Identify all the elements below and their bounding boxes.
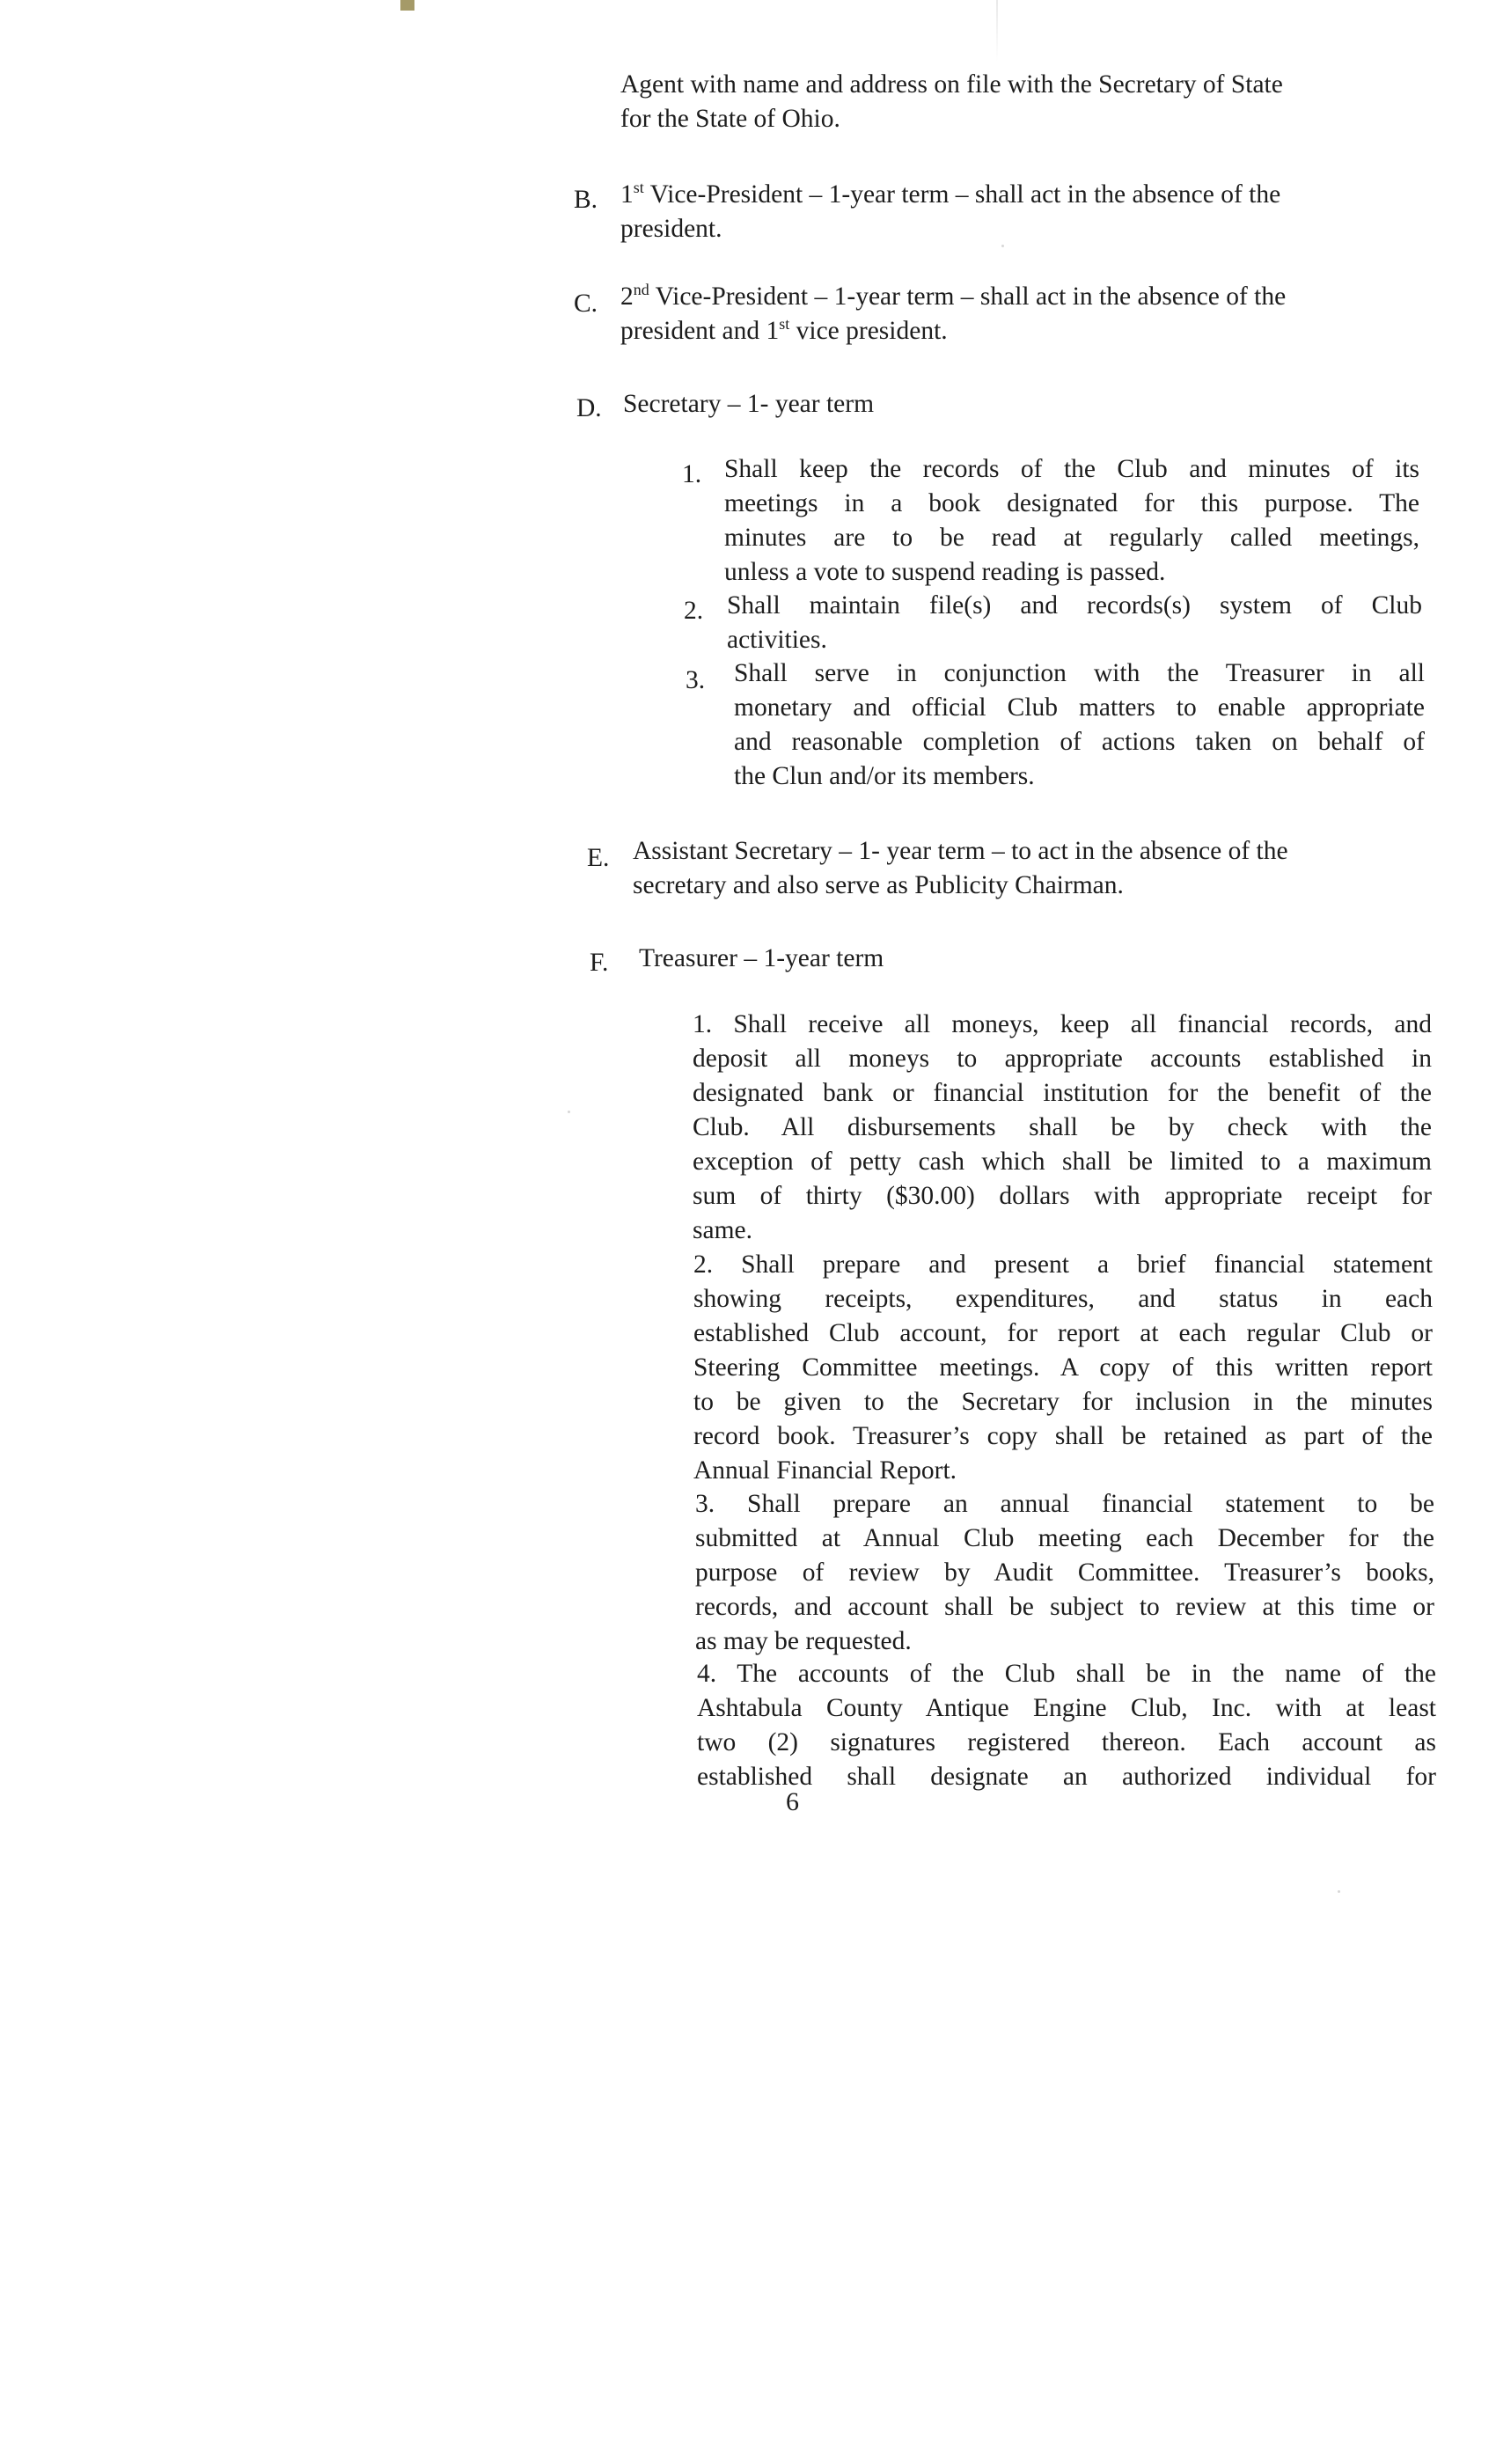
item-d-3-line-1: Shall serve in conjunction with the Treasurer in all [734,659,1425,687]
item-c-line-1: Vice-President – 1-year term – shall act in the absence of the [649,282,1287,311]
item-f-1-line-4: Club. All disbursements shall be by check with the [693,1113,1432,1141]
item-d-3-text [734,656,1425,794]
page-number: 6 [786,1787,799,1816]
item-d-1-number: 1. [682,460,702,488]
item-c-letter: C. [574,290,598,318]
item-f-4-line-2: Ashtabula County Antique Engine Club, Inc. with at least [697,1694,1436,1722]
item-d-3-line-4: the Clun and/or its members. [734,762,1035,790]
item-c-line-2: president and 1 [620,317,780,345]
item-d-1-line-3: minutes are to be read at regularly called meetings, [724,524,1419,552]
item-f-1-line-6: sum of thirty ($30.00) dollars with appropriate receipt for [693,1182,1432,1210]
item-b-ordinal: 1 [620,180,634,209]
item-f-3-line-5: as may be requested. [695,1627,912,1655]
item-b-text [620,178,1417,246]
item-f-3-line-3: purpose of review by Audit Committee. Treasurer’s books, [695,1558,1434,1587]
item-f-2-line-4: Steering Committee meetings. A copy of this written report [693,1353,1433,1382]
item-d-3-line-3: and reasonable completion of actions taken on behalf of [734,728,1425,756]
item-f-2-line-7: Annual Financial Report. [693,1456,957,1485]
item-f-2-line-1: 2. Shall prepare and present a brief financial statement [693,1250,1433,1279]
item-d-1-line-4: unless a vote to suspend reading is passed. [724,558,1166,586]
item-d-heading-text: Secretary – 1- year term [623,390,875,418]
item-f-1-line-7: same. [693,1216,752,1244]
item-c-text [620,280,1417,348]
item-f-3-line-1: 3. Shall prepare an annual financial statement to be [695,1490,1434,1518]
item-d-3-line-2: monetary and official Club matters to enable appropriate [734,693,1425,722]
item-d-letter: D. [576,394,602,422]
item-f-1-paragraph [693,1008,1432,1248]
scan-artifact-line [996,0,998,62]
item-d-1-line-1: Shall keep the records of the Club and minutes of its [724,455,1419,483]
item-c-ordinal-suffix: nd [633,281,649,298]
item-c-line-2-rest: vice president. [789,317,948,345]
item-e-letter: E. [587,844,610,872]
item-d-heading [623,387,1151,422]
item-f-2-paragraph [693,1248,1433,1488]
item-f-3-paragraph [695,1487,1434,1659]
agent-line-2: for the State of Ohio. [620,105,840,133]
item-b-line-2: president. [620,215,722,243]
item-e-text [633,834,1429,903]
item-d-1-line-2: meetings in a book designated for this purpose. The [724,489,1419,517]
item-f-heading-text: Treasurer – 1-year term [639,944,884,972]
item-b-letter: B. [574,186,598,214]
agent-line-1: Agent with name and address on file with the Secretary of State [620,70,1283,99]
item-f-4-line-1: 4. The accounts of the Club shall be in the name of the [697,1660,1436,1688]
item-f-2-line-2: showing receipts, expenditures, and status in each [693,1285,1433,1313]
item-f-4-line-4: established shall designate an authorized individual for [697,1763,1436,1791]
item-f-3-line-2: submitted at Annual Club meeting each December for the [695,1524,1434,1552]
item-b-ordinal-suffix: st [633,179,644,196]
item-d-2-number: 2. [684,597,704,625]
item-d-2-line-1: Shall maintain file(s) and records(s) system of Club [727,591,1422,620]
item-b-line-1: Vice-President – 1-year term – shall act in the absence of the [643,180,1281,209]
agent-paragraph [620,68,1412,136]
item-e-line-2: secretary and also serve as Publicity Chairman. [633,871,1124,899]
item-f-1-line-2: deposit all moneys to appropriate accounts established in [693,1045,1432,1073]
item-f-letter: F. [590,949,609,977]
item-d-3-number: 3. [686,666,706,694]
item-f-2-line-6: record book. Treasurer’s copy shall be retained as part of the [693,1422,1433,1450]
item-d-2-line-2: activities. [727,626,827,654]
scan-speck [568,1111,570,1113]
item-f-4-line-3: two (2) signatures registered thereon. Each account as [697,1728,1436,1756]
item-d-2-text [727,589,1422,657]
item-d-1-text [724,452,1419,590]
item-f-3-line-4: records, and account shall be subject to review at this time or [695,1593,1434,1621]
item-f-2-line-5: to be given to the Secretary for inclusion in the minutes [693,1388,1433,1416]
item-f-1-line-1: 1. Shall receive all moneys, keep all financial records, and [693,1010,1432,1038]
item-f-2-line-3: established Club account, for report at each regular Club or [693,1319,1433,1347]
item-c-ordinal: 2 [620,282,634,311]
item-f-4-paragraph [697,1657,1436,1794]
scan-speck [1338,1890,1340,1893]
item-f-1-line-5: exception of petty cash which shall be limited to a maximum [693,1148,1432,1176]
item-c-line-2-suffix: st [779,315,790,333]
item-f-1-line-3: designated bank or financial institution for the benefit of the [693,1079,1432,1107]
item-e-line-1: Assistant Secretary – 1- year term – to act in the absence of the [633,837,1288,865]
scan-corner-mark [400,0,414,11]
item-f-heading [639,942,1167,976]
